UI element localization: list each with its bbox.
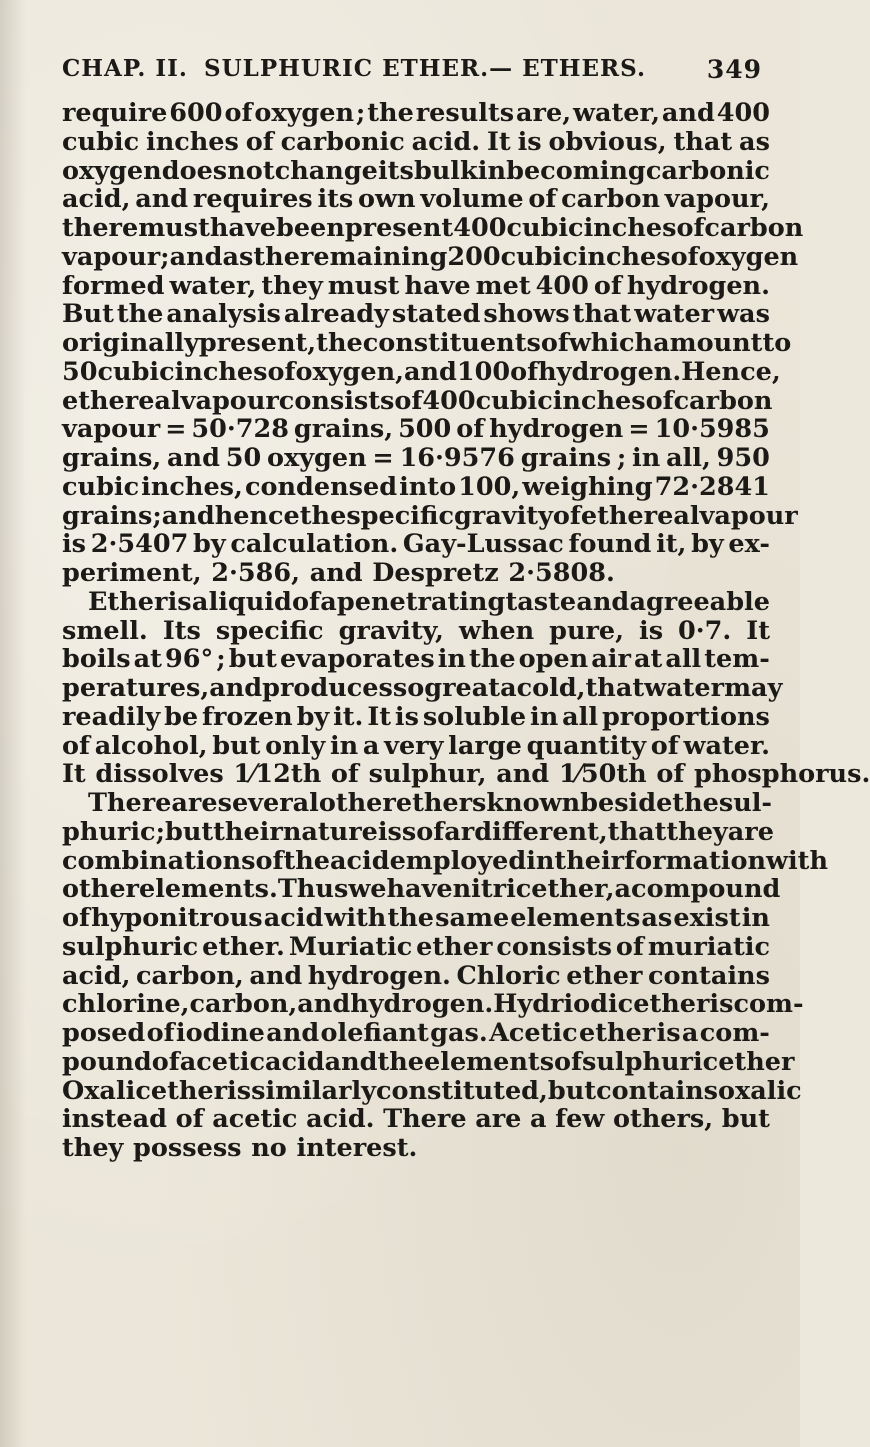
paragraph: [62, 586, 870, 790]
body-text: [62, 98, 870, 1163]
text-line: But the analysis already stated shows that water was: [62, 299, 770, 330]
text-line: Oxalic ether is similarly constituted, but contains oxalic: [62, 1075, 802, 1106]
page-number: 349: [706, 55, 762, 84]
text-line: grains ; and hence the specific gravity of ethereal vapour: [62, 500, 798, 531]
text-line: formed water, they must have met 400 of hydrogen.: [62, 270, 770, 301]
text-line: readily be frozen by it. It is soluble in all proportions: [62, 701, 770, 732]
text-line: combinations of the acid employed in their formation with: [62, 845, 828, 876]
text-line: cubic inches of carbonic acid. It is obvious, that as: [62, 126, 770, 157]
text-line: they possess no interest.: [62, 1133, 418, 1163]
text-line: ethereal vapour consists of 400 cubic inches of carbon: [62, 385, 773, 416]
running-head: [62, 55, 762, 89]
text-line: phuric ; but their nature is so far different, that they are: [62, 816, 774, 847]
text-line: It dissolves 1⁄12th of sulphur, and 1⁄50th of phosphorus.: [62, 759, 870, 790]
text-line: smell. Its specific gravity, when pure, is 0·7. It: [62, 615, 770, 646]
text-line: cubic inches, condensed into 100, weighing 72·2841: [62, 471, 770, 502]
text-line: posed of iodine and olefiant gas. Acetic ether is a com-: [62, 1018, 770, 1048]
text-line: periment, 2·586, and Despretz 2·5808.: [62, 558, 615, 588]
paragraph: [62, 788, 828, 1163]
text-line: sulphuric ether. Muriatic ether consists of muriatic: [62, 931, 770, 962]
text-line: vapour ; and as the remaining 200 cubic inches of oxygen: [62, 241, 799, 272]
text-line: acid, carbon, and hydrogen. Chloric ether contains: [62, 960, 770, 991]
text-line: There are several other ethers known beside the sul-: [88, 788, 773, 818]
text-line: Ether is a liquid of a penetrating taste and agreeable: [88, 586, 770, 617]
text-line: oxygen does not change its bulk in becoming carbonic: [62, 155, 770, 186]
text-line: chlorine, carbon, and hydrogen. Hydriodic ether is com-: [62, 989, 804, 1020]
text-line: other elements. Thus we have nitric ether, a compound: [62, 874, 781, 905]
text-line: 50 cubic inches of oxygen, and 100 of hydrogen. Hence,: [62, 356, 781, 387]
running-title: SULPHURIC ETHER.— ETHERS.: [204, 55, 646, 82]
text-line: peratures, and produces so great a cold, that water may: [62, 673, 783, 703]
text-line: instead of acetic acid. There are a few others, but: [62, 1104, 770, 1135]
text-line: originally present, the constituents of which amount to: [62, 328, 792, 358]
text-line: of hyponitrous acid with the same elements as exist in: [62, 903, 770, 933]
text-line: is 2·5407 by calculation. Gay-Lussac found it, by ex-: [62, 529, 770, 560]
text-line: boils at 96° ; but evaporates in the open air at all tem-: [62, 644, 770, 675]
text-line: of alcohol, but only in a very large quantity of water.: [62, 730, 770, 761]
text-line: pound of acetic acid and the elements of sulphuric ether: [62, 1046, 795, 1077]
text-line: grains, and 50 oxygen = 16·9576 grains ; in all, 950: [62, 443, 770, 473]
chapter-label: CHAP. II.: [62, 55, 188, 82]
text-line: require 600 of oxygen ; the results are, water, and 400: [62, 98, 770, 128]
page-gutter-shadow: [0, 0, 26, 1447]
text-line: acid, and requires its own volume of carbon vapour,: [62, 184, 770, 215]
text-line: vapour = 50·728 grains, 500 of hydrogen = 10·5985: [62, 414, 770, 445]
paragraph: [62, 98, 804, 588]
text-line: there must have been present 400 cubic inches of carbon: [62, 213, 804, 243]
